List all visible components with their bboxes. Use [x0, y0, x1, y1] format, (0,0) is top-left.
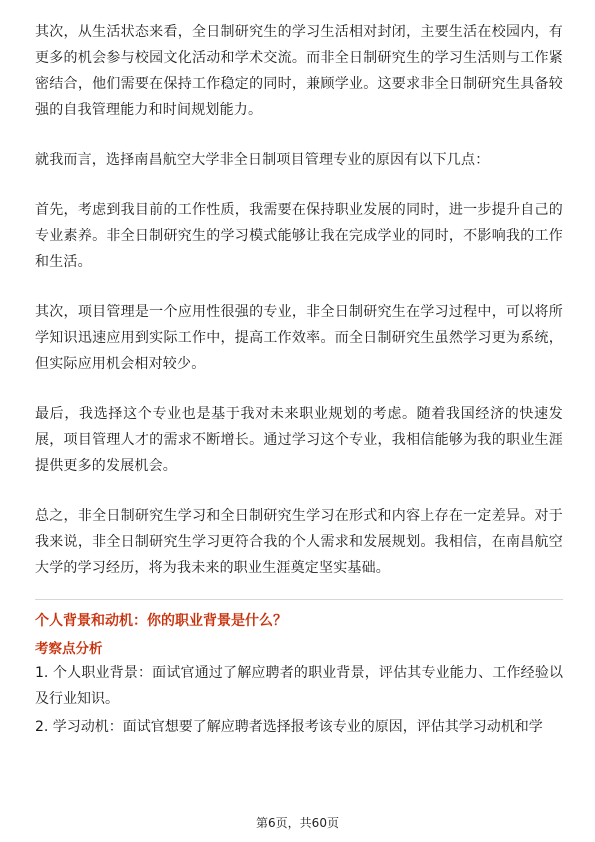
body-paragraph: 就我而言，选择南昌航空大学非全日制项目管理专业的原因有以下几点： [35, 152, 490, 168]
paragraph-spacer [35, 377, 563, 401]
section-divider [35, 599, 563, 600]
page-content [35, 19, 563, 740]
question-title: 个人背景和动机：你的职业背景是什么？ [35, 613, 287, 629]
analysis-point: 1. 个人职业背景：面试官通过了解应聘者的职业背景，评估其专业能力、工作经验以及行业知识。 [35, 665, 563, 707]
body-paragraph: 总之，非全日制研究生学习和全日制研究生学习在形式和内容上存在一定差异。对于我来说，非全日制研究生学习更符合我的个人需求和发展规划。我相信，在南昌航空大学的学习经历，将为我未来的职业生涯奠定坚实基础。 [35, 508, 563, 576]
page-number: 第6页，共60页 [256, 816, 339, 830]
analysis-heading: 考察点分析 [35, 641, 103, 657]
paragraph-spacer [35, 275, 563, 299]
body-paragraph: 其次，项目管理是一个应用性很强的专业，非全日制研究生在学习过程中，可以将所学知识迅速应用到实际工作中，提高工作效率。而全日制研究生虽然学习更为系统，但实际应用机会相对较少。 [35, 304, 563, 372]
body-paragraph: 首先，考虑到我目前的工作性质，我需要在保持职业发展的同时，进一步提升自己的专业素养。非全日制研究生的学习模式能够让我在完成学业的同时，不影响我的工作和生活。 [35, 202, 563, 270]
paragraph-spacer [35, 173, 563, 197]
body-paragraph: 其次，从生活状态来看，全日制研究生的学习生活相对封闭，主要生活在校园内，有更多的机会参与校园文化活动和学术交流。而非全日制研究生的学习生活则与工作紧密结合，他们需要在保持工作稳定的同时，兼顾学业。这要求非全日制研究生具备较强的自我管理能力和时间规划能力。 [35, 24, 563, 118]
body-paragraph: 最后，我选择这个专业也是基于我对未来职业规划的考虑。随着我国经济的快速发展，项目管理人才的需求不断增长。通过学习这个专业，我相信能够为我的职业生涯提供更多的发展机会。 [35, 406, 563, 474]
analysis-point: 2. 学习动机：面试官想要了解应聘者选择报考该专业的原因，评估其学习动机和学 [35, 719, 543, 735]
paragraph-spacer [35, 479, 563, 503]
paragraph-spacer [35, 123, 563, 147]
